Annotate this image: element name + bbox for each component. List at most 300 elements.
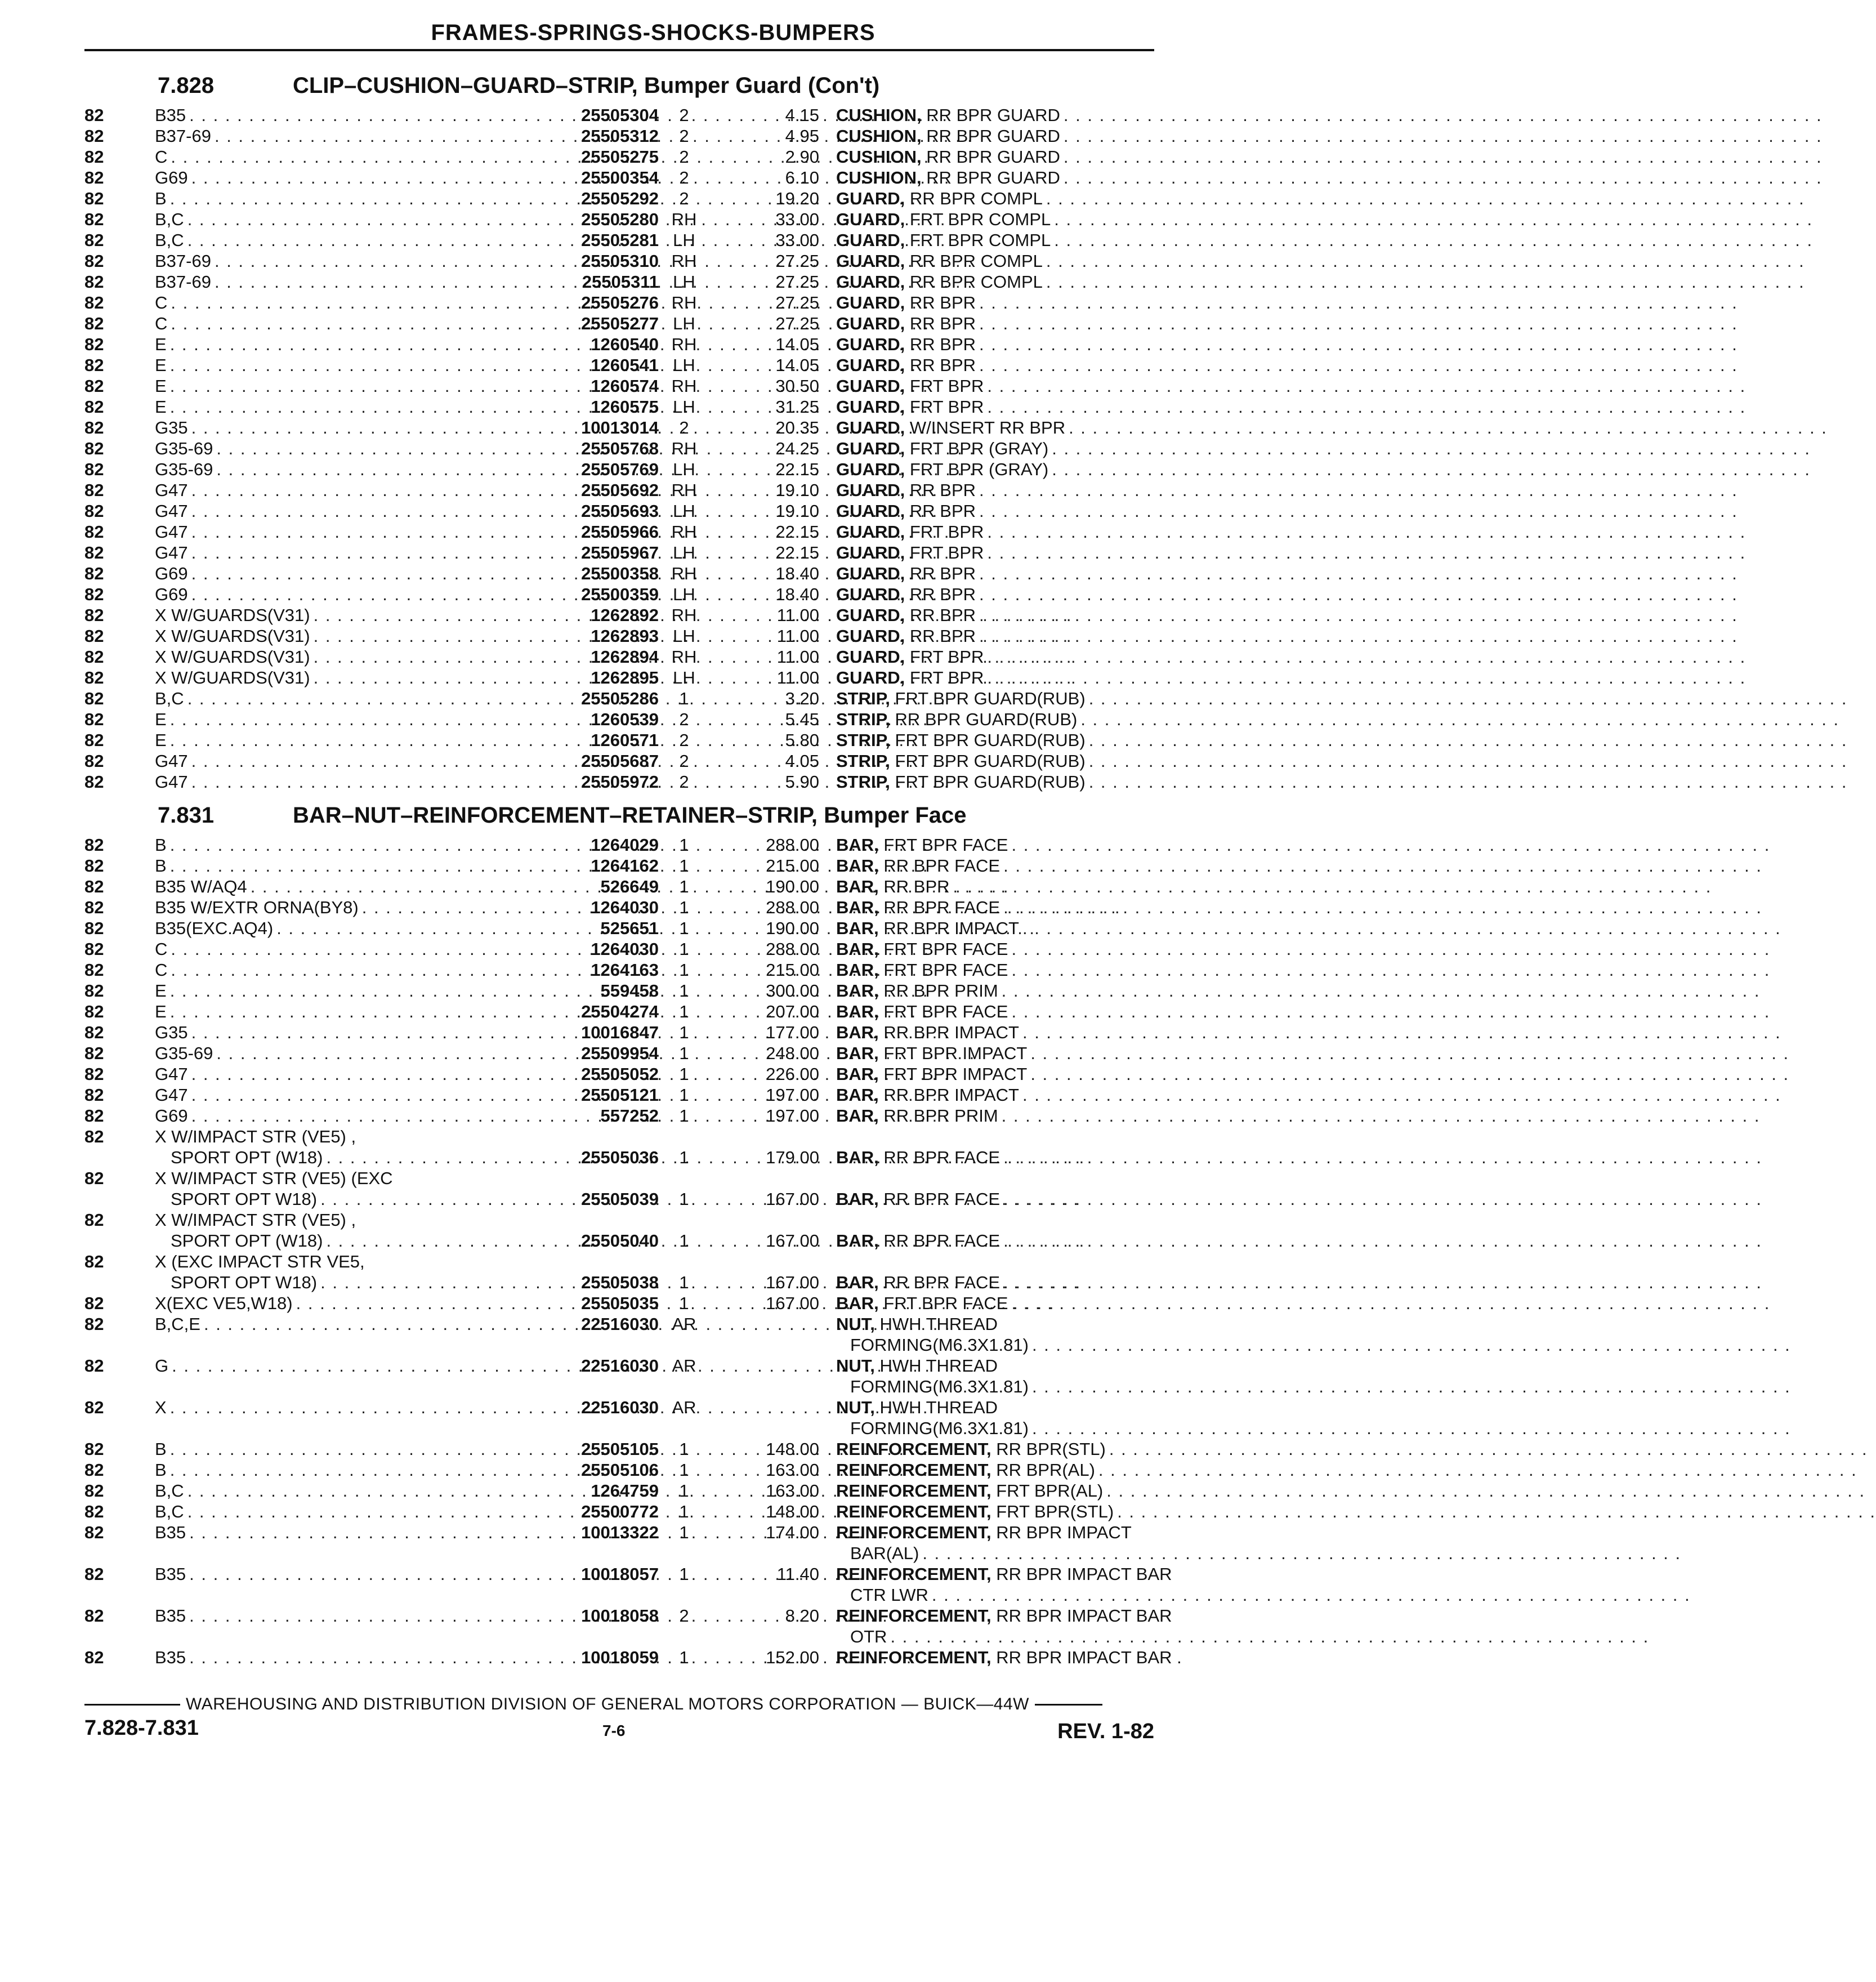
description-line	[836, 1459, 1154, 1480]
quantity: RH	[671, 522, 697, 542]
description-text: FRT BPR FACE	[883, 939, 1008, 959]
leader-dots	[1003, 897, 1762, 918]
description-name: BAR,	[836, 939, 879, 959]
model-application	[155, 897, 543, 918]
price: 5.45	[785, 709, 819, 729]
quantity: 1	[679, 1273, 689, 1292]
model-text: B	[155, 856, 167, 876]
description-text: FRT BPR FACE	[883, 835, 1008, 855]
model-text: C	[155, 960, 168, 980]
description-line	[836, 1105, 1154, 1126]
description-text: RR BPR	[909, 584, 976, 604]
part-number: 1260575	[591, 397, 659, 417]
description-line	[836, 876, 1154, 897]
part-description	[836, 646, 1154, 667]
model-text: X (EXC IMPACT STR VE5,	[155, 1252, 365, 1271]
model-year: 82	[84, 1502, 104, 1521]
description-line	[836, 730, 1154, 751]
model-text: E	[155, 709, 167, 729]
price: 148.00	[766, 1439, 819, 1459]
description-name: GUARD,	[836, 605, 905, 625]
model-application	[155, 396, 543, 417]
leader-dots	[1064, 146, 1823, 167]
part-number: 1264029	[591, 835, 659, 855]
model-line	[155, 1355, 543, 1376]
part-number: 25505768	[581, 439, 659, 458]
model-text: B35 W/AQ4	[155, 877, 247, 896]
model-line	[155, 1459, 543, 1480]
description-name: REINFORCEMENT,	[836, 1439, 991, 1459]
price: 4.05	[785, 751, 819, 771]
part-number: 25505286	[581, 689, 659, 708]
part-description	[836, 1647, 1182, 1668]
model-application	[155, 855, 543, 876]
quantity: LH	[673, 230, 695, 250]
description-name: GUARD,	[836, 314, 905, 333]
part-description	[836, 688, 1154, 709]
price: 31.25	[775, 397, 819, 417]
description-text: RR BPR IMPACT BAR	[996, 1564, 1172, 1584]
model-line	[155, 1001, 543, 1022]
price: 167.00	[766, 1231, 819, 1251]
quantity: 1	[679, 1293, 689, 1313]
leader-dots	[1030, 1043, 1789, 1064]
model-text: B,C	[155, 689, 184, 708]
description-line	[836, 1605, 1172, 1626]
quantity: RH	[671, 376, 697, 396]
price: 226.00	[766, 1064, 819, 1084]
price: 22.15	[775, 522, 819, 542]
model-line	[155, 521, 543, 542]
model-application	[155, 1522, 543, 1543]
quantity: AR	[672, 1398, 696, 1417]
price: 167.00	[766, 1273, 819, 1292]
table-row	[84, 918, 1154, 939]
price: 300.00	[766, 981, 819, 1001]
quantity: LH	[673, 543, 695, 563]
description-text: RR BPR COMPL	[909, 251, 1043, 271]
description-name: GUARD,	[836, 480, 905, 500]
price: 148.00	[766, 1502, 819, 1521]
table-row	[84, 897, 1154, 918]
part-number: 25500358	[581, 564, 659, 583]
price: 11.00	[776, 647, 819, 667]
model-application	[155, 1397, 543, 1418]
quantity: RH	[671, 605, 697, 625]
description-name: REINFORCEMENT,	[836, 1481, 991, 1501]
description-line	[836, 1543, 1154, 1564]
price: 14.05	[775, 355, 819, 375]
quantity: RH	[671, 480, 697, 500]
model-year: 82	[84, 501, 104, 521]
table-row	[84, 105, 1154, 126]
model-line	[155, 751, 543, 771]
price: 33.00	[775, 209, 819, 229]
model-application	[155, 751, 543, 771]
model-text: G69	[155, 584, 188, 604]
leader-dots	[1030, 1064, 1789, 1084]
model-text: E	[155, 981, 167, 1001]
model-line	[155, 417, 543, 438]
quantity: 2	[679, 126, 689, 146]
quantity: 1	[679, 939, 689, 959]
part-number: 22516030	[581, 1314, 659, 1334]
part-number: 25505276	[581, 293, 659, 313]
description-name: GUARD,	[836, 397, 905, 417]
model-line	[155, 834, 543, 855]
part-description	[836, 751, 1154, 771]
part-description	[836, 521, 1154, 542]
description-name: STRIP,	[836, 709, 890, 729]
part-description	[836, 396, 1154, 417]
leader-dots	[1046, 271, 1805, 292]
description-name: STRIP,	[836, 730, 890, 750]
leader-dots	[1003, 1230, 1762, 1251]
description-line	[836, 834, 1154, 855]
part-number: 557252	[600, 1106, 659, 1126]
table-row	[84, 1564, 1172, 1605]
description-line	[836, 980, 1154, 1001]
description-name: BAR,	[836, 1002, 879, 1021]
leader-dots	[1089, 751, 1848, 771]
leader-dots	[1046, 188, 1805, 209]
description-text: RR BPR GUARD	[926, 126, 1060, 146]
part-number: 22516030	[581, 1398, 659, 1417]
model-text: C	[155, 293, 168, 313]
price: 11.00	[776, 605, 819, 625]
model-application	[155, 1064, 543, 1084]
model-year: 82	[84, 564, 104, 583]
price: 163.00	[766, 1481, 819, 1501]
model-text: B35 W/EXTR ORNA(BY8)	[155, 898, 359, 917]
description-text: RR BPR	[909, 355, 976, 375]
model-line	[155, 918, 543, 939]
part-number: 10018059	[581, 1648, 659, 1667]
description-text: HWH THREAD	[879, 1398, 998, 1417]
quantity: 1	[679, 877, 689, 896]
table-row	[84, 1439, 1154, 1459]
table-row	[84, 771, 1154, 792]
model-year: 82	[84, 1398, 104, 1417]
table-row	[84, 688, 1154, 709]
model-year: 82	[84, 334, 104, 354]
leader-dots	[1032, 1334, 1791, 1355]
description-name: GUARD,	[836, 355, 905, 375]
part-number: 25505036	[581, 1148, 659, 1167]
description-text: RR BPR FACE	[883, 1273, 1000, 1292]
description-line	[836, 376, 1154, 396]
model-year: 82	[84, 1648, 104, 1667]
model-text: G47	[155, 543, 188, 563]
model-application	[155, 501, 543, 521]
part-description	[836, 480, 1154, 501]
description-line	[836, 1334, 1154, 1355]
description-name: GUARD,	[836, 230, 905, 250]
model-line	[155, 626, 543, 646]
description-line	[836, 563, 1154, 584]
description-text: FORMING(M6.3X1.81)	[850, 1418, 1029, 1438]
model-text: B35	[155, 1648, 186, 1667]
model-year: 82	[84, 1314, 104, 1334]
table-row	[84, 980, 1154, 1001]
model-text: G47	[155, 1085, 188, 1105]
part-description	[836, 667, 1154, 688]
description-text: RR BPR IMPACT	[996, 1523, 1132, 1542]
model-year: 82	[84, 898, 104, 917]
model-year: 82	[84, 168, 104, 188]
part-description	[836, 313, 1154, 334]
leader-dots	[1011, 1293, 1770, 1314]
leader-dots	[1064, 126, 1823, 146]
model-application	[155, 417, 543, 438]
leader-dots	[979, 313, 1738, 334]
table-row	[84, 1105, 1154, 1126]
table-row	[84, 438, 1154, 459]
part-number: 25505280	[581, 209, 659, 229]
model-text: X W/IMPACT STR (VE5) ,	[155, 1127, 356, 1146]
description-name: REINFORCEMENT,	[836, 1564, 991, 1584]
description-name: GUARD,	[836, 564, 905, 583]
model-application	[155, 918, 543, 939]
model-year: 82	[84, 689, 104, 708]
model-line	[155, 146, 543, 167]
leader-dots	[1064, 105, 1823, 126]
description-text: FORMING(M6.3X1.81)	[850, 1377, 1029, 1396]
model-application	[155, 709, 543, 730]
model-application	[155, 959, 543, 980]
model-text: G69	[155, 168, 188, 188]
description-name: NUT,	[836, 1314, 875, 1334]
leader-dots	[987, 667, 1746, 688]
part-number: 25505304	[581, 105, 659, 125]
model-year: 82	[84, 1252, 104, 1271]
model-application	[155, 313, 543, 334]
part-description	[836, 1189, 1154, 1209]
description-name: BAR,	[836, 1085, 879, 1105]
part-number: 25509954	[581, 1043, 659, 1063]
table-row	[84, 626, 1154, 646]
part-number: 25500359	[581, 584, 659, 604]
quantity: 1	[679, 1523, 689, 1542]
description-line	[836, 1084, 1154, 1105]
part-number: 1262895	[591, 668, 659, 688]
leader-dots	[1022, 1084, 1781, 1105]
description-text: RR BPR(AL)	[996, 1460, 1095, 1480]
description-text: RR BPR IMPACT	[883, 1085, 1019, 1105]
description-name: BAR,	[836, 835, 879, 855]
model-year: 82	[84, 293, 104, 313]
description-line	[836, 355, 1154, 376]
model-year: 82	[84, 105, 104, 125]
description-name: BAR,	[836, 898, 879, 917]
model-year: 82	[84, 1439, 104, 1459]
part-description	[836, 1564, 1172, 1605]
section-7-828	[84, 72, 1154, 792]
description-text: FRT BPR (GRAY)	[909, 459, 1049, 479]
part-number: 1262893	[591, 626, 659, 646]
leader-dots	[1011, 1001, 1770, 1022]
price: 33.00	[775, 230, 819, 250]
description-line	[836, 521, 1154, 542]
quantity: 1	[679, 856, 689, 876]
model-year: 82	[84, 397, 104, 417]
model-line	[155, 563, 543, 584]
model-year: 82	[84, 647, 104, 667]
header-rule	[84, 49, 1154, 51]
description-line	[836, 396, 1154, 417]
description-line	[836, 1293, 1154, 1314]
leader-dots	[1069, 417, 1828, 438]
model-year: 82	[84, 1002, 104, 1021]
description-line	[836, 1189, 1154, 1209]
quantity: 1	[679, 1189, 689, 1209]
leader-dots	[1064, 167, 1823, 188]
part-number: 1260541	[591, 355, 659, 375]
price: 27.25	[775, 314, 819, 333]
quantity: 2	[679, 105, 689, 125]
price: 19.10	[775, 480, 819, 500]
description-text: FRT BPR(AL)	[996, 1481, 1104, 1501]
part-description	[836, 1293, 1154, 1314]
quantity: LH	[673, 272, 695, 292]
model-application	[155, 1564, 543, 1584]
model-application	[155, 376, 543, 396]
description-text: RR BPR COMPL	[909, 189, 1043, 208]
description-line	[836, 292, 1154, 313]
description-text: OTR	[850, 1627, 887, 1646]
description-name: GUARD,	[836, 376, 905, 396]
table-row	[84, 1459, 1154, 1480]
quantity: 2	[679, 1606, 689, 1626]
description-text: FRT BPR COMPL	[909, 230, 1051, 250]
description-text: FRT BPR	[909, 543, 984, 563]
model-line	[155, 542, 543, 563]
description-line	[836, 313, 1154, 334]
description-name: GUARD,	[836, 272, 905, 292]
part-description	[836, 605, 1154, 626]
description-name: GUARD,	[836, 189, 905, 208]
description-name: GUARD,	[836, 584, 905, 604]
model-text: SPORT OPT W18)	[171, 1273, 318, 1292]
description-text: RR BPR PRIM	[883, 1106, 998, 1126]
description-line	[836, 334, 1154, 355]
model-text: B,C	[155, 1502, 184, 1521]
part-description	[836, 730, 1154, 751]
part-description	[836, 126, 1154, 146]
description-line	[836, 480, 1154, 501]
model-year: 82	[84, 709, 104, 729]
model-line	[155, 292, 543, 313]
table-row	[84, 1168, 1154, 1209]
description-line	[836, 1584, 1154, 1605]
model-year: 82	[84, 272, 104, 292]
table-row	[84, 1480, 1154, 1501]
part-number: 25505105	[581, 1439, 659, 1459]
description-text: FRT BPR FACE	[883, 1293, 1008, 1313]
table-row	[84, 563, 1154, 584]
model-application	[155, 771, 543, 792]
description-name: BAR,	[836, 960, 879, 980]
price: 20.35	[775, 418, 819, 438]
section-title: CLIP–CUSHION–GUARD–STRIP, Bumper Guard (Con't)	[293, 73, 880, 98]
price: 6.10	[785, 168, 819, 188]
table-row	[84, 480, 1154, 501]
quantity: 1	[679, 1231, 689, 1251]
model-line	[155, 688, 543, 709]
quantity: 1	[679, 960, 689, 980]
model-text: G47	[155, 1064, 188, 1084]
quantity: 2	[679, 751, 689, 771]
description-name: GUARD,	[836, 293, 905, 313]
table-row	[84, 521, 1154, 542]
part-description	[836, 918, 1154, 939]
model-year: 82	[84, 376, 104, 396]
part-description	[836, 417, 1154, 438]
description-name: BAR,	[836, 1043, 879, 1063]
model-application	[155, 626, 543, 646]
description-text: RR BPR FACE	[883, 856, 1000, 876]
part-number: 25500772	[581, 1502, 659, 1521]
model-year: 82	[84, 1127, 104, 1146]
quantity: 1	[679, 1023, 689, 1042]
model-text: B37-69	[155, 126, 211, 146]
price: 18.40	[775, 584, 819, 604]
model-line	[155, 959, 543, 980]
part-number: 525651	[600, 918, 659, 938]
description-line	[836, 459, 1154, 480]
description-text: FRT BPR FACE	[883, 960, 1008, 980]
model-year: 82	[84, 1460, 104, 1480]
description-text: RR BPR GUARD	[926, 147, 1060, 167]
description-line	[836, 1001, 1154, 1022]
table-row	[84, 667, 1154, 688]
model-line	[155, 1022, 543, 1043]
model-line	[155, 667, 543, 688]
part-number: 25505310	[581, 251, 659, 271]
description-text: RR BPR FACE	[883, 1231, 1000, 1251]
model-line	[155, 480, 543, 501]
leader-dots	[987, 542, 1746, 563]
part-number: 10018058	[581, 1606, 659, 1626]
table-row	[84, 146, 1154, 167]
description-name: GUARD,	[836, 626, 905, 646]
price: 190.00	[766, 918, 819, 938]
model-application	[155, 730, 543, 751]
part-number: 25505312	[581, 126, 659, 146]
description-name: GUARD,	[836, 543, 905, 563]
table-row	[84, 1022, 1154, 1043]
part-description	[836, 1272, 1154, 1293]
price: 248.00	[766, 1043, 819, 1063]
model-year: 82	[84, 1606, 104, 1626]
description-line	[836, 167, 1154, 188]
description-line	[836, 1647, 1182, 1668]
price: 5.80	[785, 730, 819, 750]
quantity: 1	[679, 835, 689, 855]
model-year: 82	[84, 1356, 104, 1376]
price: 288.00	[766, 939, 819, 959]
model-line	[155, 209, 543, 230]
model-line	[155, 1272, 543, 1293]
quantity: LH	[673, 397, 695, 417]
model-text: G35	[155, 418, 188, 438]
model-text: SPORT OPT (W18)	[171, 1148, 323, 1167]
leader-dots	[987, 646, 1746, 667]
model-line	[155, 1147, 543, 1168]
model-text: X W/IMPACT STR (VE5) ,	[155, 1210, 356, 1230]
model-line	[155, 855, 543, 876]
model-year: 82	[84, 960, 104, 980]
